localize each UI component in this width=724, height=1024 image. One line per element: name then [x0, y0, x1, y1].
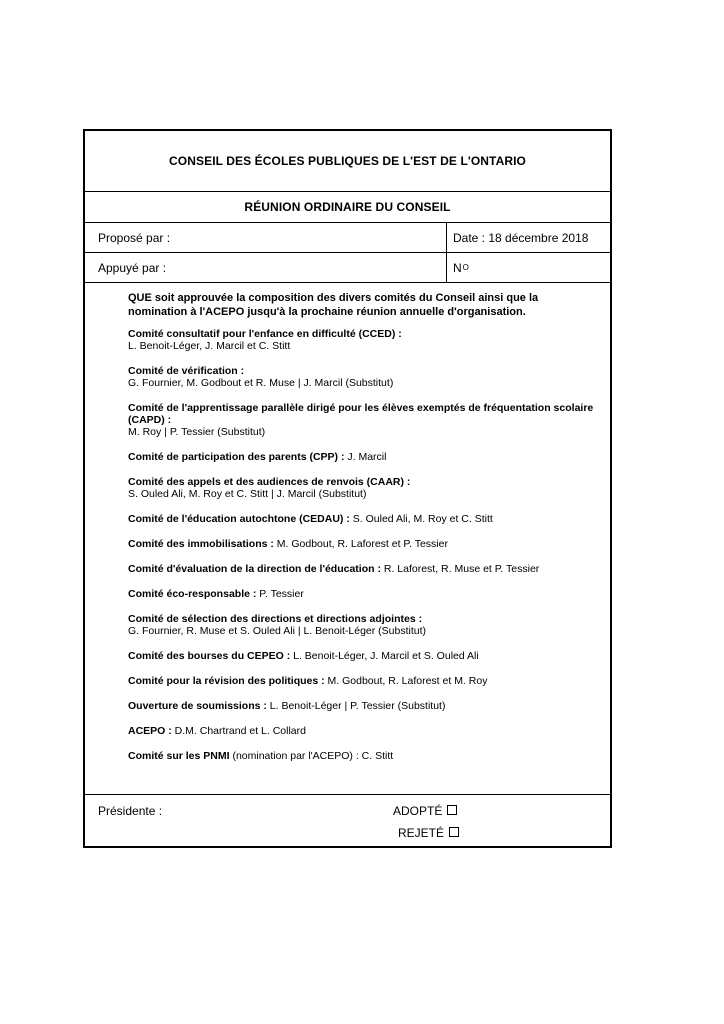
committee-entry: [128, 588, 598, 600]
president-label: Présidente :: [98, 804, 163, 818]
committee-members: S. Ouled Ali, M. Roy et C. Stitt | J. Marcil (Substitut): [128, 488, 367, 500]
committee-entry: [128, 750, 598, 762]
number-superscript: O: [462, 263, 469, 272]
committee-entry: [128, 613, 598, 637]
committee-name: Comité sur les PNMI: [128, 750, 230, 762]
resolution-body: [85, 283, 610, 795]
committee-entry: [128, 650, 598, 662]
committee-members: M. Godbout, R. Laforest et M. Roy: [324, 675, 488, 687]
committee-members: (nomination par l'ACEPO) : C. Stitt: [229, 750, 394, 762]
committee-name: Comité de l'apprentissage parallèle dirigé pour les élèves exemptés de fréquentation scolaire (CAPD) :: [128, 402, 594, 426]
seconded-row: [85, 253, 610, 283]
date-cell: [447, 223, 610, 252]
rejected-label: REJETÉ: [398, 826, 445, 840]
adopted-option: [393, 804, 457, 818]
meeting-title: RÉUNION ORDINAIRE DU CONSEIL: [244, 200, 451, 214]
number-cell: [447, 253, 610, 282]
committee-entry: [128, 476, 598, 500]
committee-name: Comité de vérification :: [128, 365, 245, 377]
seconded-cell: [85, 253, 447, 282]
number-label: N: [453, 260, 462, 275]
committee-name: Comité de sélection des directions et directions adjointes :: [128, 613, 423, 625]
committee-members: S. Ouled Ali, M. Roy et C. Stitt: [349, 513, 493, 525]
committee-members: D.M. Chartrand et L. Collard: [171, 725, 306, 737]
committee-list: [128, 328, 598, 775]
committee-name: Ouverture de soumissions :: [128, 700, 267, 712]
committee-members: J. Marcil: [344, 451, 387, 463]
committee-entry: [128, 563, 598, 575]
committee-name: Comité des appels et des audiences de renvois (CAAR) :: [128, 476, 411, 488]
committee-entry: [128, 538, 598, 550]
committee-members: L. Benoit-Léger, J. Marcil et S. Ouled Ali: [290, 650, 479, 662]
board-title: CONSEIL DES ÉCOLES PUBLIQUES DE L'EST DE L'ONTARIO: [169, 154, 526, 168]
committee-entry: [128, 328, 598, 352]
rejected-option: [398, 826, 459, 840]
committee-entry: [128, 513, 598, 525]
proposed-row: [85, 223, 610, 253]
committee-name: Comité pour la révision des politiques :: [128, 675, 325, 687]
committee-members: G. Fournier, R. Muse et S. Ouled Ali | L. Benoit-Léger (Substitut): [128, 625, 427, 637]
committee-name: Comité des immobilisations :: [128, 538, 274, 550]
committee-name: Comité de participation des parents (CPP) :: [128, 451, 345, 463]
committee-members: P. Tessier: [256, 588, 304, 600]
committee-name: Comité consultatif pour l'enfance en difficulté (CCED) :: [128, 328, 402, 340]
committee-entry: [128, 675, 598, 687]
committee-members: G. Fournier, M. Godbout et R. Muse | J. Marcil (Substitut): [128, 377, 394, 389]
adopted-label: ADOPTÉ: [393, 804, 443, 818]
committee-name: Comité de l'éducation autochtone (CEDAU) :: [128, 513, 350, 525]
committee-entry: [128, 700, 598, 712]
committee-entry: [128, 402, 598, 438]
resolution-form: [83, 129, 612, 848]
committee-entry: [128, 365, 598, 389]
committee-name: Comité éco-responsable :: [128, 588, 257, 600]
committee-members: L. Benoit-Léger | P. Tessier (Substitut): [266, 700, 446, 712]
resolution-text: QUE soit approuvée la composition des divers comités du Conseil ainsi que la nomination à l'ACEPO jusqu'à la prochaine réunion annuelle d'organisation.: [128, 292, 539, 318]
date-label: Date : 18 décembre 2018: [453, 230, 589, 245]
committee-name: ACEPO :: [128, 725, 172, 737]
subtitle-row: [85, 192, 610, 223]
committee-entry: [128, 725, 598, 737]
committee-members: L. Benoit-Léger, J. Marcil et C. Stitt: [128, 340, 291, 352]
committee-members: R. Laforest, R. Muse et P. Tessier: [380, 563, 540, 575]
adopted-checkbox[interactable]: [447, 805, 457, 815]
proposed-label: Proposé par :: [98, 230, 171, 245]
committee-entry: [128, 451, 598, 463]
committee-name: Comité d'évaluation de la direction de l'éducation :: [128, 563, 381, 575]
proposed-cell: [85, 223, 447, 252]
committee-name: Comité des bourses du CEPEO :: [128, 650, 291, 662]
rejected-checkbox[interactable]: [449, 827, 459, 837]
title-row: [85, 131, 610, 192]
committee-members: M. Godbout, R. Laforest et P. Tessier: [273, 538, 448, 550]
committee-members: M. Roy | P. Tessier (Substitut): [128, 426, 266, 438]
footer-row: [85, 795, 610, 846]
seconded-label: Appuyé par :: [98, 260, 167, 275]
